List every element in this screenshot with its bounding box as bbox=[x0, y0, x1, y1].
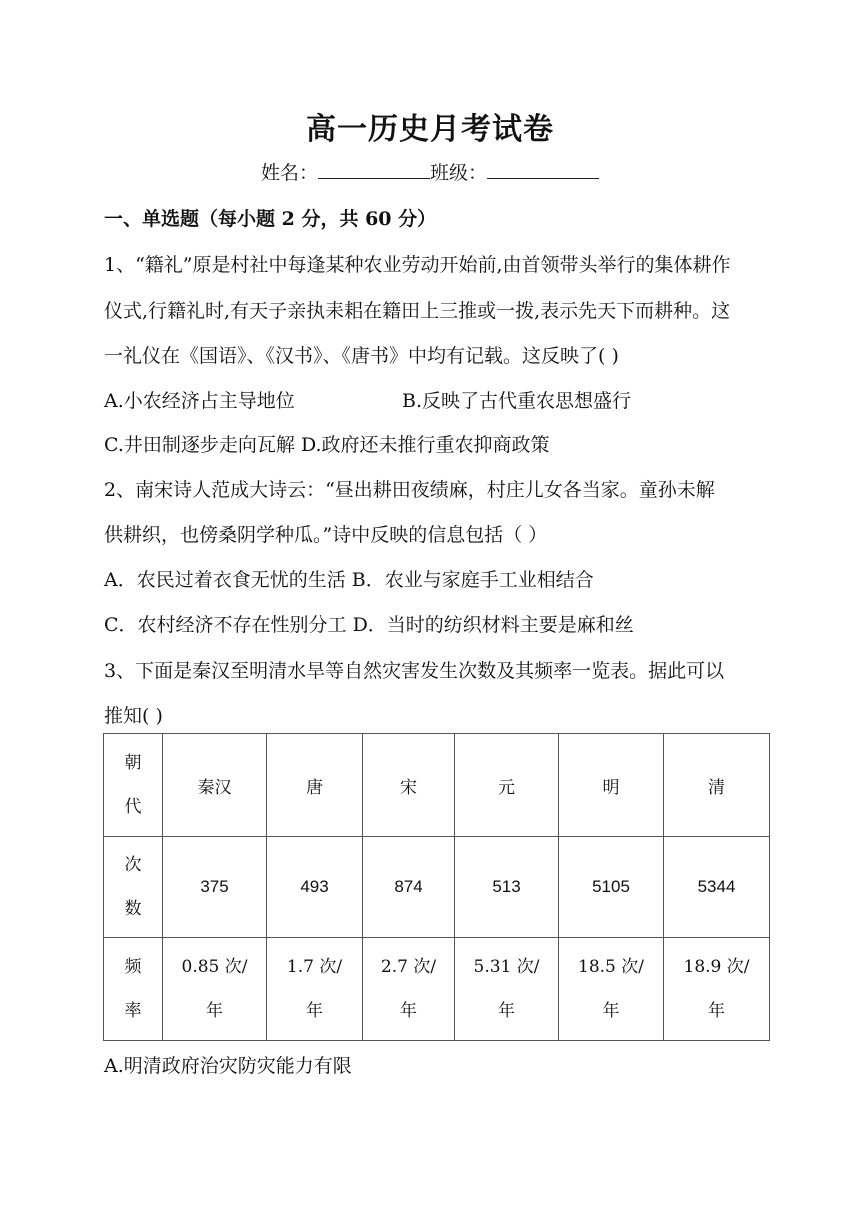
name-label: 姓名： bbox=[260, 162, 318, 184]
q2-line-1: 2、南宋诗人范成大诗云：“昼出耕田夜绩麻，村庄儿女各当家。童孙未解 bbox=[104, 479, 715, 501]
class-blank[interactable] bbox=[487, 160, 599, 179]
table-cell: 0.85 次/ 年 bbox=[163, 938, 267, 1041]
q1-option-b: B.反映了古代重农思想盛行 bbox=[402, 390, 632, 412]
table-row-frequency bbox=[104, 938, 770, 1041]
table-row-dynasty bbox=[104, 734, 770, 837]
row-header-dynasty: 朝 代 bbox=[104, 734, 163, 837]
table-cell: 2.7 次/ 年 bbox=[363, 938, 455, 1041]
page-title: 高一历史月考试卷 bbox=[306, 112, 554, 147]
table-cell: 秦汉 bbox=[163, 734, 267, 837]
row-header-frequency: 频 率 bbox=[104, 938, 163, 1041]
table-cell: 清 bbox=[664, 734, 770, 837]
table-cell: 513 bbox=[455, 837, 559, 938]
q1-options-ab bbox=[104, 386, 764, 413]
class-label: 班级： bbox=[430, 162, 488, 184]
q1-line-2: 仪式,行籍礼时,有天子亲执耒耜在籍田上三推或一拨,表示先天下而耕种。这 bbox=[104, 300, 731, 322]
q1-options-cd: C.井田制逐步走向瓦解 D.政府还未推行重农抑商政策 bbox=[104, 434, 550, 456]
table-cell: 493 bbox=[267, 837, 363, 938]
table-cell: 874 bbox=[363, 837, 455, 938]
table-cell: 明 bbox=[559, 734, 664, 837]
q1-option-a: A.小农经济占主导地位 bbox=[104, 390, 295, 412]
q1-line-3: 一礼仪在《国语》、《汉书》、《唐书》中均有记载。这反映了( ) bbox=[104, 345, 619, 367]
q2-options-cd: C．农村经济不存在性别分工 D．当时的纺织材料主要是麻和丝 bbox=[104, 614, 634, 636]
table-cell: 375 bbox=[163, 837, 267, 938]
q2-line-2: 供耕织，也傍桑阴学种瓜。”诗中反映的信息包括（ ） bbox=[104, 524, 548, 546]
table-row-count bbox=[104, 837, 770, 938]
table-cell: 元 bbox=[455, 734, 559, 837]
table-cell: 18.9 次/ 年 bbox=[664, 938, 770, 1041]
q1-line-1: 1、“籍礼”原是村社中每逢某种农业劳动开始前,由首领带头举行的集体耕作 bbox=[104, 254, 731, 276]
table-cell: 18.5 次/ 年 bbox=[559, 938, 664, 1041]
student-info bbox=[0, 158, 860, 185]
disaster-table bbox=[103, 733, 770, 1041]
table-cell: 唐 bbox=[267, 734, 363, 837]
table-cell: 5105 bbox=[559, 837, 664, 938]
q2-options-ab: A．农民过着衣食无忧的生活 B．农业与家庭手工业相结合 bbox=[104, 569, 594, 591]
table-cell: 宋 bbox=[363, 734, 455, 837]
name-blank[interactable] bbox=[318, 160, 430, 179]
table-cell: 5344 bbox=[664, 837, 770, 938]
section-heading: 一、单选题（每小题 2 分，共 60 分） bbox=[104, 208, 437, 230]
table-cell: 5.31 次/ 年 bbox=[455, 938, 559, 1041]
q3-option-a: A.明清政府治灾防灾能力有限 bbox=[104, 1055, 352, 1077]
row-header-count: 次 数 bbox=[104, 837, 163, 938]
table-cell: 1.7 次/ 年 bbox=[267, 938, 363, 1041]
q3-line-1: 3、下面是秦汉至明清水旱等自然灾害发生次数及其频率一览表。据此可以 bbox=[104, 660, 725, 682]
q3-line-2: 推知( ) bbox=[104, 705, 163, 727]
